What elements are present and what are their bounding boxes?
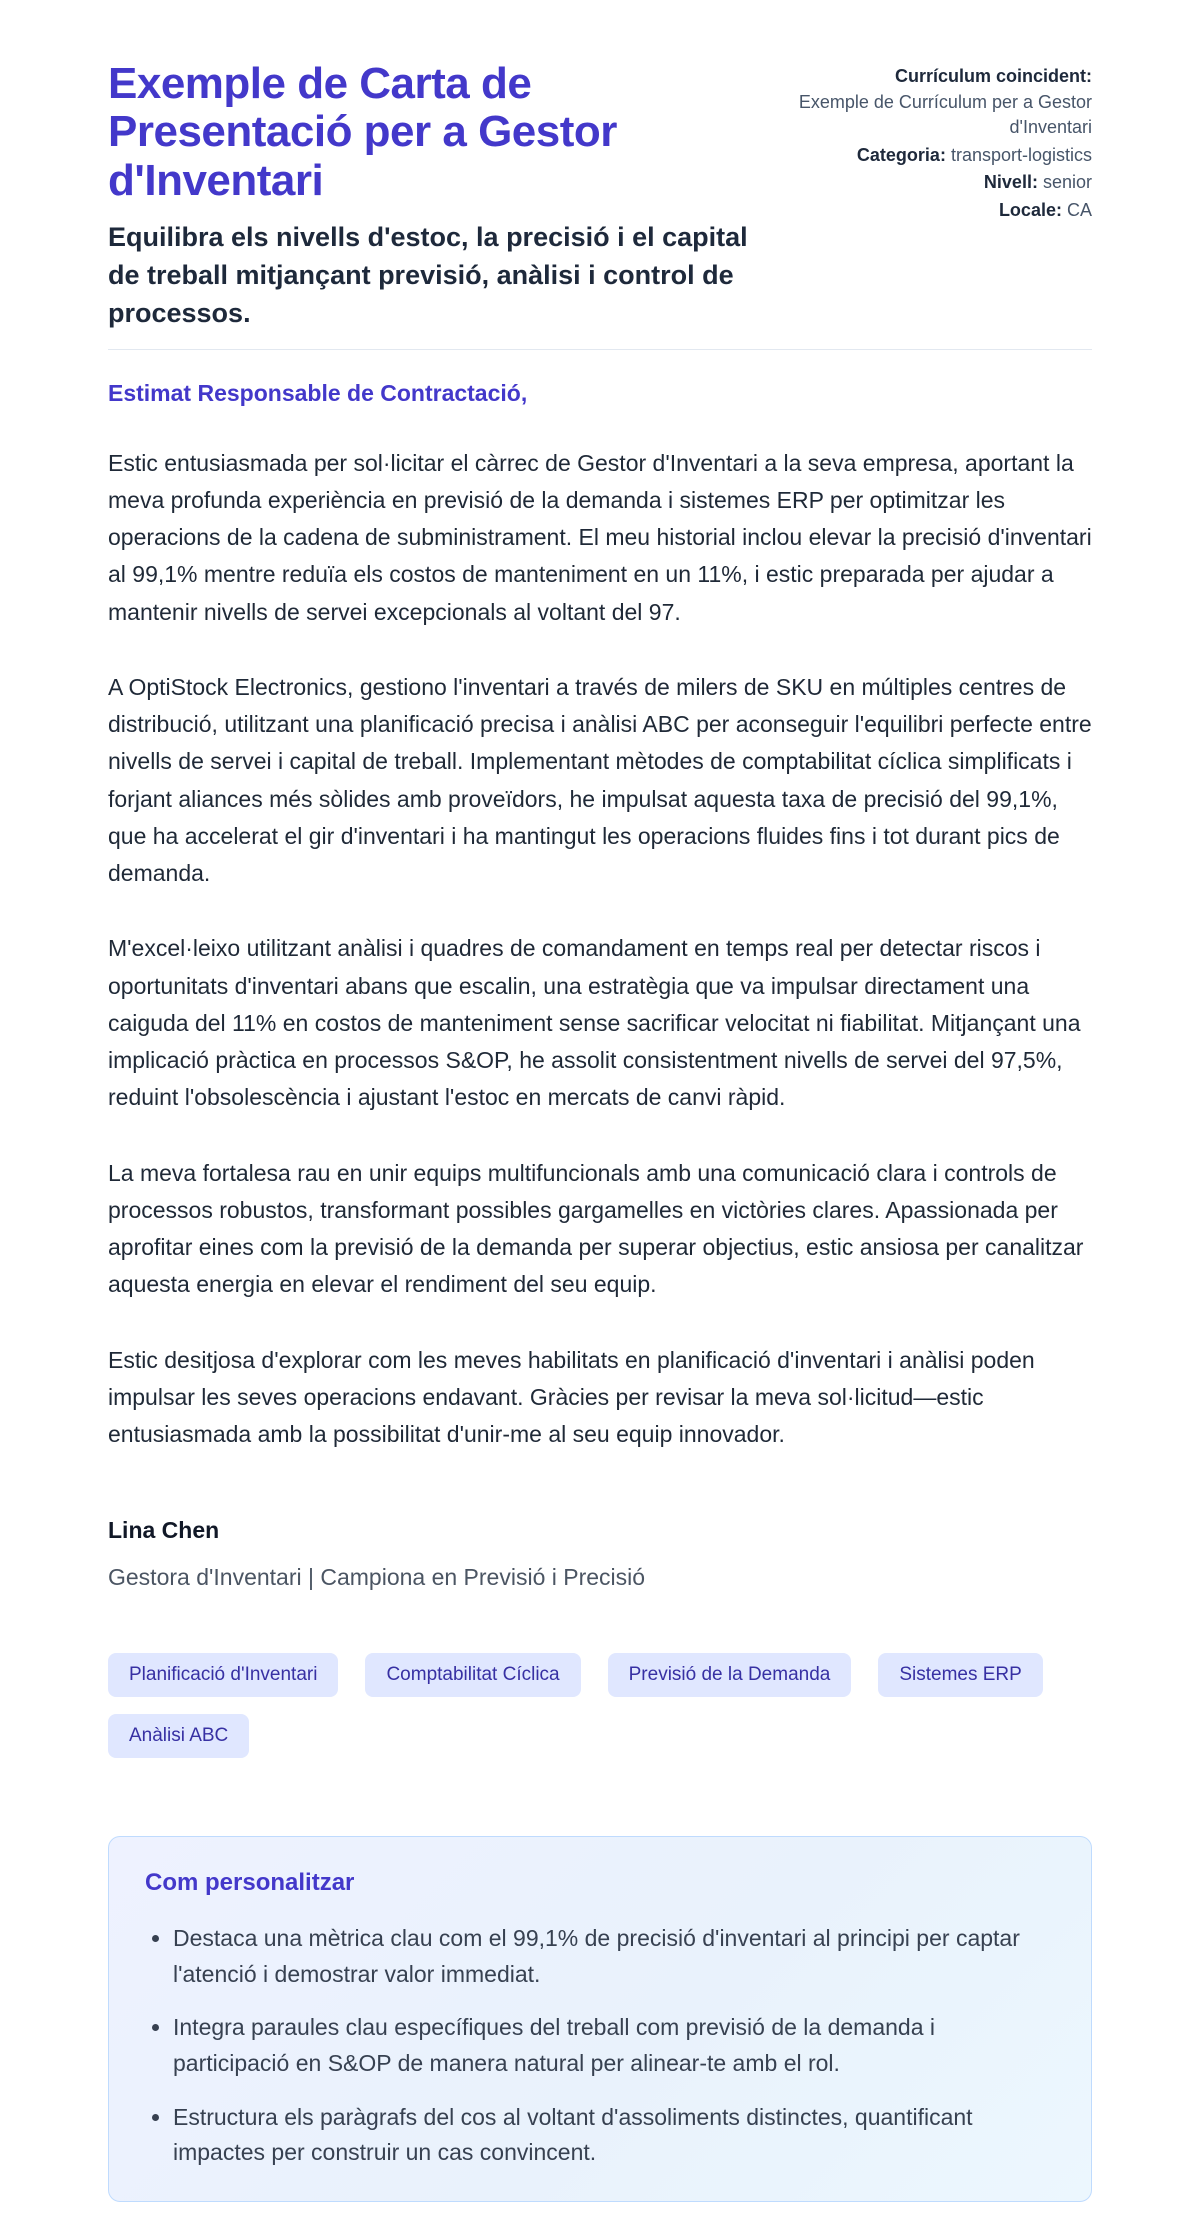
salutation: Estimat Responsable de Contractació, [108, 379, 528, 406]
meta-panel [780, 60, 1092, 225]
letter-paragraph-4: La meva fortalesa rau en unir equips multifuncionals amb una comunicació clara i controls de processos robustos, transformant possibles gargamelles en victòries clares. Apassionada per aprofitar eines com la previsió de la demanda per superar objectius, estic ansiosa per canalitzar aquesta energia en elevar el rendiment del seu equip. [108, 1159, 1084, 1298]
meta-category-label: Categoria: [856, 144, 946, 165]
tag-abc-analysis: Anàlisi ABC [108, 1714, 249, 1758]
tips-list [145, 1921, 1055, 2171]
meta-locale-label: Locale: [998, 199, 1062, 220]
letter-paragraph-1: Estic entusiasmada per sol·licitar el càrrec de Gestor d'Inventari a la seva empresa, aportant la meva profunda experiència en previsió de la demanda i sistemes ERP per optimitzar les operacions de la cadena de subministrament. El meu historial inclou elevar la precisió d'inventari al 99,1% mentre reduïa els costos de manteniment en un 11%, i estic preparada per ajudar a mantenir nivells de servei excepcionals al voltant del 97. [108, 449, 1092, 625]
meta-level-value: senior [1042, 172, 1092, 193]
tips-heading: Com personalitzar [145, 1869, 355, 1896]
signature-name: Lina Chen [108, 1517, 220, 1544]
letter-body [108, 380, 1092, 1592]
meta-resume-value: Exemple de Currículum per a Gestor d'Inventari [798, 91, 1092, 138]
tip-item-3: • Estructura els paràgrafs del cos al voltant d'assoliments distinctes, quantificant impactes per construir un cas convincent. [173, 2100, 1055, 2171]
meta-resume-row [780, 64, 1092, 141]
tag-cycle-counting: Comptabilitat Cíclica [365, 1653, 580, 1697]
header [108, 60, 1092, 333]
page-subtitle: Equilibra els nivells d'estoc, la precisió i el capital de treball mitjançant previsió, anàlisi i control de processos. [108, 222, 748, 328]
meta-category-row [780, 143, 1092, 169]
meta-level-row [780, 170, 1092, 196]
cover-letter-page [108, 0, 1092, 2226]
tag-erp-systems: Sistemes ERP [878, 1653, 1042, 1697]
meta-category-value: transport-logistics [950, 144, 1092, 165]
meta-locale-row [780, 198, 1092, 224]
tip-item-1: • Destaca una mètrica clau com el 99,1% de precisió d'inventari al principi per captar l'atenció i demostrar valor immediat. [173, 1921, 1055, 1992]
tip-item-2: • Integra paraules clau específiques del treball com previsió de la demanda i participació en S&OP de manera natural per alinear-te amb el rol. [173, 2010, 1055, 2081]
tips-box [108, 1836, 1092, 2202]
letter-paragraph-5: Estic desitjosa d'explorar com les meves habilitats en planificació d'inventari i anàlisi poden impulsar les seves operacions endavant. Gràcies per revisar la meva sol·licitud—estic entusiasmada amb la possibilitat d'unir-me al seu equip innovador. [108, 1346, 1035, 1448]
header-left [108, 60, 750, 333]
letter-paragraph-2: A OptiStock Electronics, gestiono l'inventari a través de milers de SKU en múltiples centres de distribució, utilitzant una planificació precisa i anàlisi ABC per aconseguir l'equilibri perfecte entre nivells de servei i capital de treball. Implementant mètodes de comptabilitat cíclica simplificats i forjant aliances més sòlides amb proveïdors, he impulsat aquesta taxa de precisió del 99,1%, que ha accelerat el gir d'inventari i ha mantingut les operacions fluides fins i tot durant pics de demanda. [108, 673, 1092, 887]
letter-paragraph-3: M'excel·leixo utilitzant anàlisi i quadres de comandament en temps real per detectar riscos i oportunitats d'inventari abans que escalin, una estratègia que va impulsar directament una caiguda del 11% en costos de manteniment sense sacrificar velocitat ni fiabilitat. Mitjançant una implicació pràctica en processos S&OP, he assolit consistentment nivells de servei del 97,5%, reduint l'obsolescència i ajustant l'estoc en mercats de canvi ràpid. [108, 935, 1081, 1111]
meta-resume-label: Currículum coincident: [894, 66, 1092, 86]
tag-demand-forecasting: Previsió de la Demanda [608, 1653, 852, 1697]
page-title: Exemple de Carta de Presentació per a Gestor d'Inventari [108, 59, 617, 205]
tag-list [108, 1653, 1092, 1758]
divider [108, 349, 1092, 350]
signature-role: Gestora d'Inventari | Campiona en Previsió i Precisió [108, 1564, 646, 1591]
meta-level-label: Nivell: [983, 172, 1038, 193]
tag-inventory-planning: Planificació d'Inventari [108, 1653, 338, 1697]
meta-locale-value: CA [1066, 199, 1092, 220]
